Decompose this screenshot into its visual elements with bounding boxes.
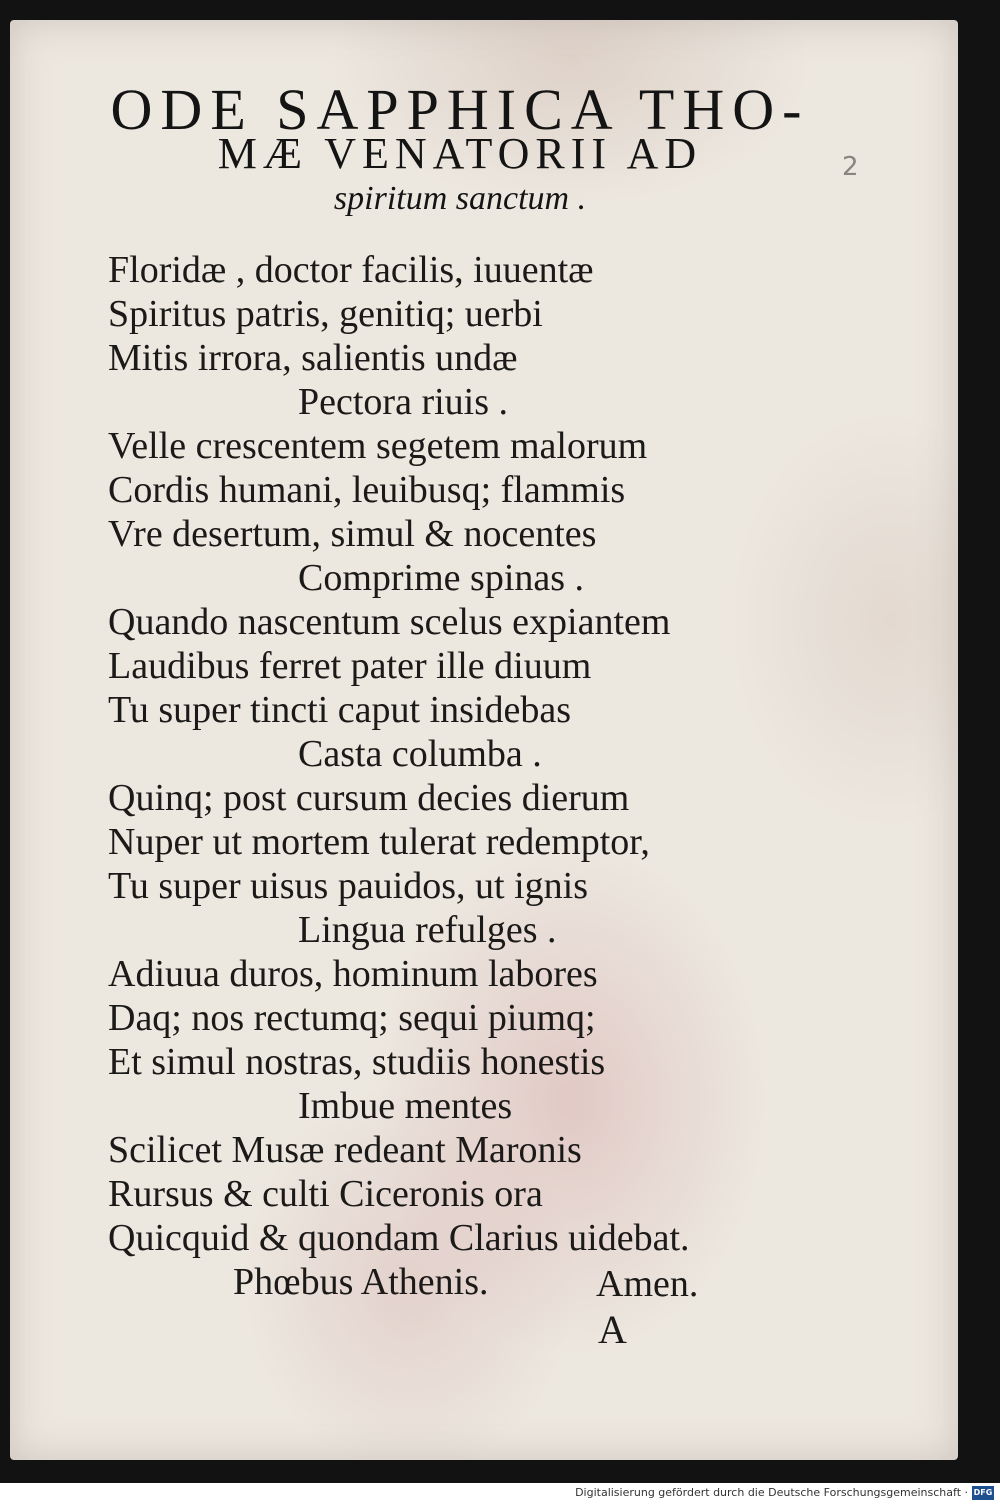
verse-line: Adiuua duros, hominum labores [108, 953, 598, 995]
verse-line: Scilicet Musæ redeant Maronis [108, 1129, 582, 1171]
title-line-2: MÆ VENATORII AD [217, 129, 703, 178]
verse-line: Vre desertum, simul & nocentes [108, 513, 597, 555]
footer-credit: Digitalisierung gefördert durch die Deutsche Forschungsgemeinschaft · [575, 1486, 968, 1499]
verse-line: Quinq; post cursum decies dierum [108, 777, 630, 819]
verse-line-adonic: Imbue mentes [298, 1085, 513, 1127]
pencil-folio-mark: 2 [842, 152, 859, 182]
verse-line-adonic: Pectora riuis . [298, 381, 509, 423]
verse-line: Cordis humani, leuibusq; flammis [108, 469, 626, 511]
closing-amen: Amen. [596, 1263, 699, 1305]
verse-line: Velle crescentem segetem malorum [108, 425, 648, 467]
verse-line: Mitis irrora, salientis undæ [108, 337, 518, 379]
verse-line-adonic: Phœbus Athenis. [233, 1261, 489, 1303]
title-line-1: ODE SAPPHICA THO- [110, 77, 810, 142]
verse-line: Floridæ , doctor facilis, iuuentæ [108, 249, 594, 291]
signature-mark: A [598, 1307, 627, 1352]
verse-line-adonic: Comprime spinas . [298, 557, 585, 599]
verse-line: Spiritus patris, genitiq; uerbi [108, 293, 543, 335]
verse-line: Daq; nos rectumq; sequi piumq; [108, 997, 596, 1039]
verse-line: Tu super tincti caput insidebas [108, 689, 571, 731]
verse-line: Et simul nostras, studiis honestis [108, 1041, 606, 1083]
verse-line: Quando nascentum scelus expiantem [108, 601, 671, 643]
verse-line: Quicquid & quondam Clarius uidebat. [108, 1217, 690, 1259]
verse-line-adonic: Lingua refulges . [298, 909, 557, 951]
dfg-logo-icon: DFG [972, 1486, 994, 1500]
footer-bar [0, 1483, 1000, 1504]
verse-line: Tu super uisus pauidos, ut ignis [108, 865, 588, 907]
verse-line: Laudibus ferret pater ille diuum [108, 645, 592, 687]
verse-line: Rursus & culti Ciceronis ora [108, 1173, 543, 1215]
verse-line: Nuper ut mortem tulerat redemptor, [108, 821, 650, 863]
verse-line-adonic: Casta columba . [298, 733, 542, 775]
title-line-3: spiritum sanctum . [333, 180, 587, 217]
